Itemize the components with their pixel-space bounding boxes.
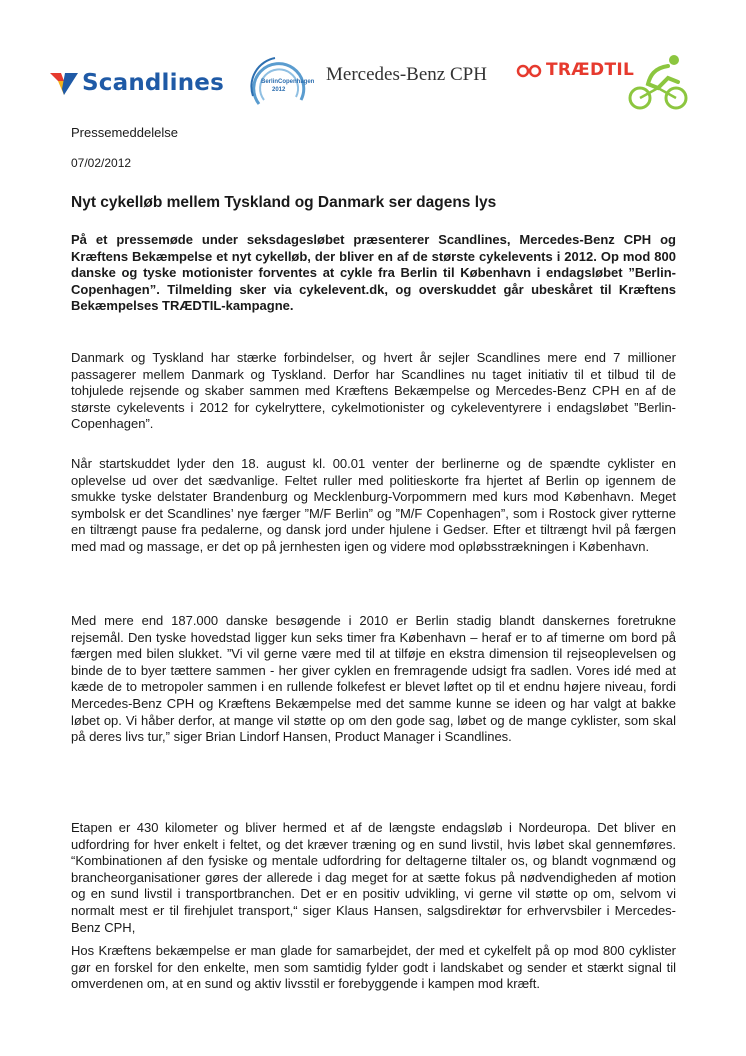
body-paragraph: Etapen er 430 kilometer og bliver hermed et af de længste endagsløb i Nordeuropa. Det bliver en udfordring for hver enkelt i feltet, og det kræver træning og en sund livstil, hvis løbet skal gennemføres. “Kombinationen af den fysiske og mentale udfordring for deltagerne tiltaler os, og blandt vognmænd og brancheorganisationer gøres der allerede i dag meget for at sætte fokus på nødvendigheden af motion og en sund livstil i transportbranchen. Det er en positiv udvikling, vi gerne vil støtte op om, selvom vi normalt mest er til firehjulet transport,“ siger Klaus Hansen, salgsdirektør for erhvervsbiler i Mercedes-Benz CPH, bbox=[71, 820, 676, 935]
bike-event-name: BerlinCopenhagen bbox=[261, 79, 315, 85]
body-paragraph: Hos Kræftens bekæmpelse er man glade for samarbejdet, der med et cykelfelt på op mod 800 cyklister gør en forskel for den enkelte, men som samtidig fylder godt i landskabet og sender et stærkt signal til omverdenen om, at en sund og aktiv livsstil er forebyggende i kampen mod kræft. bbox=[71, 943, 676, 992]
infinity-icon bbox=[516, 64, 542, 78]
scandlines-logo bbox=[50, 70, 224, 96]
body-paragraph: Når startskuddet lyder den 18. august kl. 00.01 venter der berlinerne og de spændte cyklister en oplevelse ud over det sædvanlige. Feltet ruller med politieskorte fra hjertet af Berlin op igennem de smukke tyske delstater Brandenburg og Mecklenburg-Vorpommern med kurs mod København. Meget symbolsk er det Scandlines’ nye færger ”M/F Berlin” og ”M/F Copenhagen”, som i Rostock giver rytterne en tiltrængt pause fra pedalerne, og dansk jord under hjulene i Gedser. Efter et tiltrængt hvil på færgen med mad og massage, er det op på jernhesten igen og videre mod opløbsstrækningen i København. bbox=[71, 456, 676, 554]
document-date: 07/02/2012 bbox=[71, 156, 132, 170]
mercedes-benz-cph-logo: Mercedes-Benz CPH bbox=[326, 64, 487, 85]
bike-event-year: 2012 bbox=[272, 87, 286, 93]
scandlines-wordmark: Scandlines bbox=[82, 70, 224, 96]
traedtil-wordmark: TRÆDTIL bbox=[546, 60, 635, 80]
berlin-copenhagen-logo bbox=[245, 56, 315, 112]
page-title: Nyt cykelløb mellem Tyskland og Danmark ser dagens lys bbox=[71, 194, 497, 211]
traedtil-logo bbox=[516, 54, 696, 110]
sponsor-logo-bar bbox=[50, 54, 690, 112]
cyclist-icon bbox=[624, 54, 694, 110]
body-paragraph: Danmark og Tyskland har stærke forbindelser, og hvert år sejler Scandlines mere end 7 millioner passagerer mellem Danmark og Tyskland. Derfor har Scandlines nu taget initiativ til et tilbud til de tohjulede rejsende og skaber sammen med Kræftens Bekæmpelse og Mercedes-Benz CPH en af de største cykelevents i 2012 for cykelryttere, cykelmotionister og cykeleventyrere i endagsløbet ”Berlin-Copenhagen”. bbox=[71, 350, 676, 432]
lead-paragraph: På et pressemøde under seksdagesløbet præsenterer Scandlines, Mercedes-Benz CPH og Kræftens Bekæmpelse et nyt cykelløb, der bliver en af de største cykelevents i 2012. Op mod 800 danske og tyske motionister forventes at cykle fra Berlin til København i endagsløbet ”Berlin-Copenhagen”. Tilmelding sker via cykelevent.dk, og overskuddet går ubeskåret til Kræftens Bekæmpelses TRÆDTIL-kampagne. bbox=[71, 232, 676, 314]
body-paragraph: Med mere end 187.000 danske besøgende i 2010 er Berlin stadig blandt danskernes foretrukne rejsemål. Den tyske hovedstad ligger kun seks timer fra København – heraf er to af timerne om bord på færgen med bilen slukket. ”Vi vil gerne være med til at tilføje en ekstra dimension til rejseoplevelsen og binde de to byer tættere sammen - her giver cyklen en fremragende udsigt fra sadlen. Vores idé med at kæde de to metropoler sammen i en rullende folkefest er blevet løftet op til et endnu højere niveau, fordi Mercedes-Benz CPH og Kræftens Bekæmpelse med det samme kunne se ideen og har valgt at bakke løbet op. Vi håber derfor, at mange vil støtte op om den gode sag, løbet og de mange cyklister, som skal på deres livs tur,” siger Brian Lindorf Hansen, Product Manager i Scandlines. bbox=[71, 613, 676, 745]
scandlines-v-icon bbox=[50, 71, 78, 95]
document-type-label: Pressemeddelelse bbox=[71, 125, 178, 140]
